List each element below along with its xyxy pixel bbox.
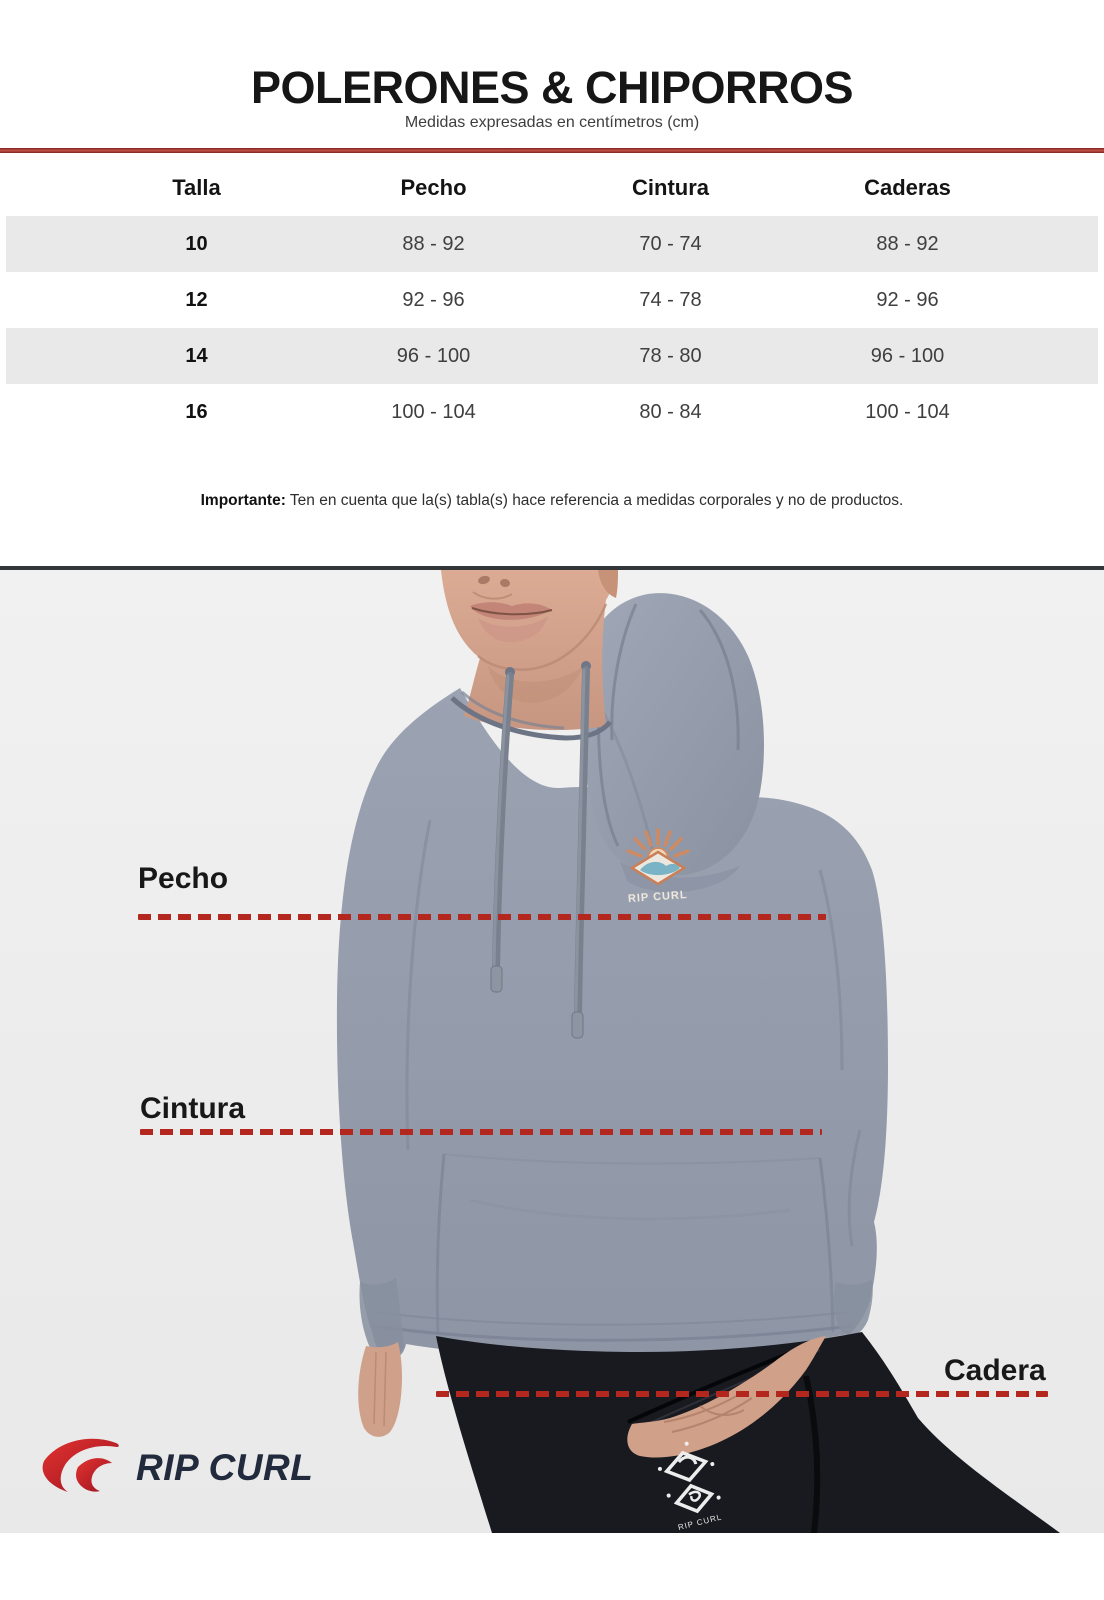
cell-caderas: 96 - 100 bbox=[870, 344, 945, 367]
product-photo bbox=[0, 570, 1104, 1533]
table-row bbox=[6, 272, 1098, 328]
ripcurl-wordmark: RIP CURL bbox=[136, 1447, 314, 1488]
hood bbox=[581, 593, 764, 876]
cadera-line bbox=[436, 1391, 1048, 1397]
ripcurl-logo bbox=[38, 1432, 313, 1496]
pecho-label: Pecho bbox=[138, 862, 229, 895]
left-hand bbox=[358, 1342, 402, 1437]
cell-caderas: 100 - 104 bbox=[865, 400, 950, 423]
page-subtitle: Medidas expresadas en centímetros (cm) bbox=[404, 114, 700, 131]
cintura-line bbox=[140, 1129, 822, 1135]
cell-caderas: 88 - 92 bbox=[876, 232, 939, 255]
cell-pecho: 92 - 96 bbox=[402, 288, 465, 311]
col-caderas: Caderas bbox=[864, 175, 951, 200]
cell-talla: 12 bbox=[185, 288, 208, 311]
pecho-line bbox=[138, 914, 826, 920]
cell-pecho: 100 - 104 bbox=[391, 400, 476, 423]
cell-talla: 14 bbox=[185, 344, 208, 367]
important-note-label: Importante: bbox=[200, 492, 286, 509]
cell-caderas: 92 - 96 bbox=[876, 288, 939, 311]
cell-pecho: 88 - 92 bbox=[402, 232, 465, 255]
cell-cintura: 70 - 74 bbox=[639, 232, 702, 255]
important-note-text: Ten en cuenta que la(s) tabla(s) hace referencia a medidas corporales y no de productos. bbox=[285, 492, 904, 509]
header-divider bbox=[0, 148, 1104, 153]
face bbox=[441, 570, 618, 730]
size-table bbox=[6, 160, 1098, 440]
cell-pecho: 96 - 100 bbox=[396, 344, 471, 367]
cell-cintura: 80 - 84 bbox=[639, 400, 702, 423]
cintura-label: Cintura bbox=[140, 1092, 245, 1125]
table-row bbox=[6, 328, 1098, 384]
col-talla: Talla bbox=[172, 175, 221, 200]
chest-logo-text: RIP CURL bbox=[627, 888, 689, 906]
pants-logo-text: RIP CURL bbox=[677, 1512, 724, 1533]
cell-cintura: 74 - 78 bbox=[639, 288, 702, 311]
chest-logo bbox=[628, 830, 688, 905]
cadera-label: Cadera bbox=[944, 1354, 1046, 1387]
col-pecho: Pecho bbox=[400, 175, 467, 200]
col-cintura: Cintura bbox=[632, 175, 709, 200]
ripcurl-wave-icon bbox=[38, 1433, 126, 1495]
model-illustration bbox=[0, 570, 1104, 1533]
table-header-row bbox=[6, 160, 1098, 216]
cell-cintura: 78 - 80 bbox=[639, 344, 702, 367]
table-row bbox=[6, 384, 1098, 440]
right-cuff bbox=[834, 1280, 873, 1336]
table-row bbox=[6, 216, 1098, 272]
cell-talla: 10 bbox=[185, 232, 208, 255]
important-note bbox=[0, 492, 1104, 510]
cell-talla: 16 bbox=[185, 400, 208, 423]
page-title: POLERONES & CHIPORROS bbox=[250, 62, 854, 113]
